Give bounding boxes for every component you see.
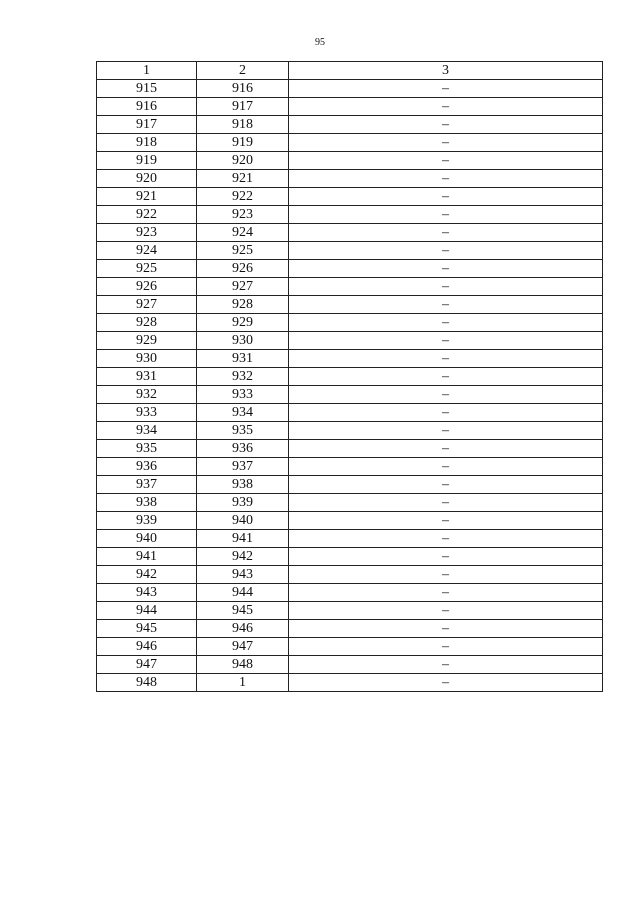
table-cell-col-1: 935	[97, 440, 197, 458]
table-row	[97, 584, 603, 602]
column-header-1: 1	[97, 62, 197, 80]
table-row	[97, 494, 603, 512]
table-row	[97, 638, 603, 656]
table-row	[97, 602, 603, 620]
table-cell-col-1: 920	[97, 170, 197, 188]
table-row	[97, 548, 603, 566]
table-cell-col-2: 930	[197, 332, 289, 350]
table-cell-col-3: –	[289, 188, 603, 206]
table-cell-col-3: –	[289, 458, 603, 476]
table-cell-col-3: –	[289, 440, 603, 458]
table-cell-col-1: 932	[97, 386, 197, 404]
table-cell-col-1: 929	[97, 332, 197, 350]
table-cell-col-1: 938	[97, 494, 197, 512]
table-cell-col-2: 932	[197, 368, 289, 386]
table-cell-col-3: –	[289, 134, 603, 152]
table-cell-col-3: –	[289, 656, 603, 674]
table-cell-col-2: 948	[197, 656, 289, 674]
table-cell-col-2: 929	[197, 314, 289, 332]
table-cell-col-3: –	[289, 584, 603, 602]
table-cell-col-2: 921	[197, 170, 289, 188]
table-cell-col-1: 928	[97, 314, 197, 332]
table-cell-col-2: 946	[197, 620, 289, 638]
table-row	[97, 242, 603, 260]
table-cell-col-3: –	[289, 224, 603, 242]
table-cell-col-1: 937	[97, 476, 197, 494]
table-row	[97, 296, 603, 314]
table-cell-col-2: 938	[197, 476, 289, 494]
table-cell-col-3: –	[289, 296, 603, 314]
table-row	[97, 224, 603, 242]
table-cell-col-1: 930	[97, 350, 197, 368]
table-cell-col-3: –	[289, 404, 603, 422]
table-cell-col-2: 924	[197, 224, 289, 242]
table-row	[97, 170, 603, 188]
table-cell-col-2: 935	[197, 422, 289, 440]
table-cell-col-2: 947	[197, 638, 289, 656]
table-cell-col-2: 943	[197, 566, 289, 584]
table-cell-col-2: 923	[197, 206, 289, 224]
column-header-2: 2	[197, 62, 289, 80]
table-cell-col-3: –	[289, 530, 603, 548]
table-cell-col-1: 922	[97, 206, 197, 224]
table-row	[97, 80, 603, 98]
table-row	[97, 476, 603, 494]
table-cell-col-2: 922	[197, 188, 289, 206]
table-cell-col-2: 934	[197, 404, 289, 422]
table-cell-col-1: 946	[97, 638, 197, 656]
table-cell-col-3: –	[289, 314, 603, 332]
table-cell-col-3: –	[289, 170, 603, 188]
table-cell-col-1: 924	[97, 242, 197, 260]
table-cell-col-1: 940	[97, 530, 197, 548]
table-cell-col-1: 934	[97, 422, 197, 440]
table-cell-col-1: 926	[97, 278, 197, 296]
table-cell-col-2: 945	[197, 602, 289, 620]
table-row	[97, 278, 603, 296]
table-cell-col-2: 917	[197, 98, 289, 116]
table-row	[97, 134, 603, 152]
table-cell-col-3: –	[289, 422, 603, 440]
table-cell-col-3: –	[289, 206, 603, 224]
table-row	[97, 350, 603, 368]
table-cell-col-1: 917	[97, 116, 197, 134]
table-row	[97, 260, 603, 278]
table-cell-col-3: –	[289, 332, 603, 350]
table-cell-col-1: 927	[97, 296, 197, 314]
table-row	[97, 314, 603, 332]
table-row	[97, 458, 603, 476]
table-row	[97, 404, 603, 422]
table-cell-col-3: –	[289, 674, 603, 692]
table-cell-col-3: –	[289, 350, 603, 368]
table-cell-col-3: –	[289, 620, 603, 638]
table-cell-col-1: 915	[97, 80, 197, 98]
table-cell-col-2: 928	[197, 296, 289, 314]
table-cell-col-3: –	[289, 152, 603, 170]
table-row	[97, 98, 603, 116]
table-cell-col-3: –	[289, 278, 603, 296]
table-cell-col-3: –	[289, 260, 603, 278]
table-cell-col-2: 940	[197, 512, 289, 530]
table-row	[97, 674, 603, 692]
table-row	[97, 332, 603, 350]
table-row	[97, 188, 603, 206]
table-cell-col-2: 1	[197, 674, 289, 692]
table-cell-col-2: 931	[197, 350, 289, 368]
table-cell-col-2: 919	[197, 134, 289, 152]
table-cell-col-1: 916	[97, 98, 197, 116]
table-cell-col-2: 926	[197, 260, 289, 278]
table-row	[97, 512, 603, 530]
table-row	[97, 530, 603, 548]
table-row	[97, 620, 603, 638]
table-cell-col-1: 923	[97, 224, 197, 242]
table-cell-col-1: 948	[97, 674, 197, 692]
table-body	[97, 80, 603, 692]
table-row	[97, 440, 603, 458]
table-cell-col-2: 941	[197, 530, 289, 548]
page-number: 95	[315, 37, 325, 48]
table-cell-col-1: 941	[97, 548, 197, 566]
table-cell-col-1: 943	[97, 584, 197, 602]
data-table	[96, 61, 603, 692]
table-cell-col-2: 936	[197, 440, 289, 458]
table-header-row	[97, 62, 603, 80]
table-cell-col-2: 937	[197, 458, 289, 476]
table-row	[97, 656, 603, 674]
table-cell-col-1: 939	[97, 512, 197, 530]
table-row	[97, 386, 603, 404]
table-cell-col-2: 916	[197, 80, 289, 98]
table-cell-col-1: 925	[97, 260, 197, 278]
table-cell-col-1: 945	[97, 620, 197, 638]
table-cell-col-2: 944	[197, 584, 289, 602]
table-cell-col-1: 944	[97, 602, 197, 620]
table-cell-col-1: 936	[97, 458, 197, 476]
table-cell-col-3: –	[289, 512, 603, 530]
table-cell-col-1: 933	[97, 404, 197, 422]
table-cell-col-3: –	[289, 80, 603, 98]
table-cell-col-3: –	[289, 476, 603, 494]
table-row	[97, 116, 603, 134]
table-cell-col-2: 927	[197, 278, 289, 296]
table-cell-col-1: 947	[97, 656, 197, 674]
table-row	[97, 152, 603, 170]
table-cell-col-1: 931	[97, 368, 197, 386]
table-cell-col-3: –	[289, 566, 603, 584]
table-cell-col-1: 921	[97, 188, 197, 206]
table-cell-col-2: 933	[197, 386, 289, 404]
table-cell-col-3: –	[289, 548, 603, 566]
table-cell-col-3: –	[289, 386, 603, 404]
table-cell-col-3: –	[289, 494, 603, 512]
table-cell-col-1: 919	[97, 152, 197, 170]
table-cell-col-2: 939	[197, 494, 289, 512]
table-cell-col-2: 925	[197, 242, 289, 260]
table-row	[97, 566, 603, 584]
table-row	[97, 368, 603, 386]
table-cell-col-3: –	[289, 602, 603, 620]
table-cell-col-1: 918	[97, 134, 197, 152]
table-cell-col-3: –	[289, 242, 603, 260]
column-header-3: 3	[289, 62, 603, 80]
table-cell-col-2: 918	[197, 116, 289, 134]
table-cell-col-3: –	[289, 368, 603, 386]
table-cell-col-2: 920	[197, 152, 289, 170]
table-row	[97, 422, 603, 440]
table-cell-col-3: –	[289, 116, 603, 134]
table-cell-col-1: 942	[97, 566, 197, 584]
table-cell-col-2: 942	[197, 548, 289, 566]
table-cell-col-3: –	[289, 98, 603, 116]
table-row	[97, 206, 603, 224]
table-cell-col-3: –	[289, 638, 603, 656]
